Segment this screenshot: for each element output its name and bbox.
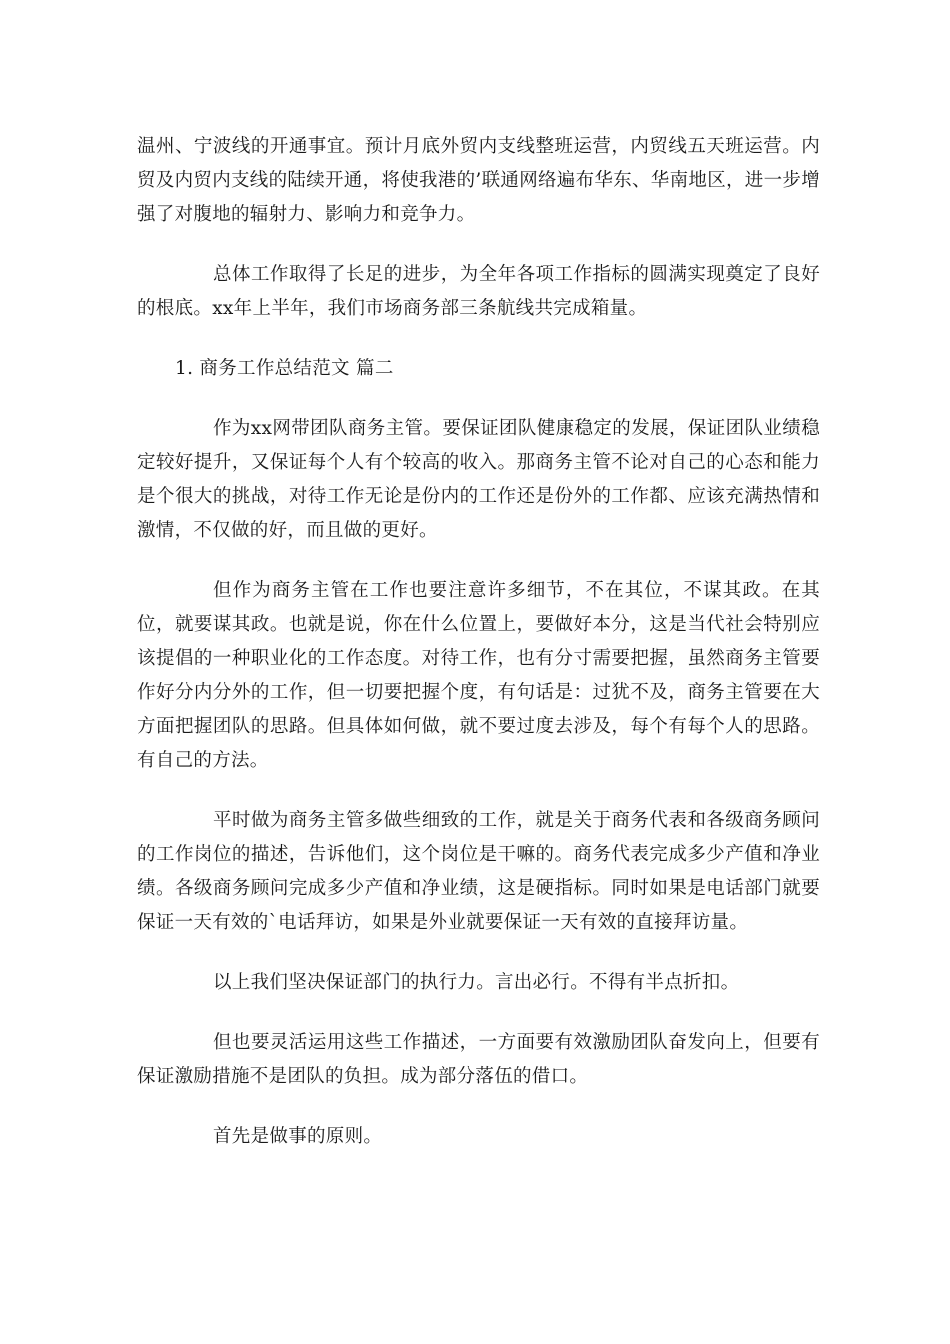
paragraph-continuation: 温州、宁波线的开通事宜。预计月底外贸内支线整班运营，内贸线五天班运营。内贸及内贸内支线的陆续开通，将使我港的’联通网络遍布华东、华南地区，进一步增强了对腹地的辐射力、影响力和竞争力。	[137, 136, 820, 225]
paragraph-execution: 以上我们坚决保证部门的执行力。言出必行。不得有半点折扣。	[213, 972, 740, 993]
section-heading: 1. 商务工作总结范文 篇二	[175, 358, 394, 379]
paragraph-summary: 总体工作取得了长足的进步，为全年各项工作指标的圆满实现奠定了良好的根底。xx年上半年，我们市场商务部三条航线共完成箱量。	[137, 264, 820, 319]
document-page	[137, 130, 820, 1180]
paragraph-role-intro: 作为xx网带团队商务主管。要保证团队健康稳定的发展，保证团队业绩稳定较好提升，又保证每个人有个较高的收入。那商务主管不论对自己的心态和能力是个很大的挑战，对待工作无论是份内的工作还是份外的工作都、应该充满热情和激情，不仅做的好，而且做的更好。	[137, 418, 820, 541]
paragraph-principle: 首先是做事的原则。	[213, 1126, 383, 1147]
paragraph-details: 但作为商务主管在工作也要注意许多细节，不在其位，不谋其政。在其位，就要谋其政。也就是说，你在什么位置上，要做好本分，这是当代社会特别应该提倡的一种职业化的工作态度。对待工作，也有分寸需要把握，虽然商务主管要作好分内分外的工作，但一切要把握个度，有句话是：过犹不及，商务主管要在大方面把握团队的思路。但具体如何做，就不要过度去涉及，每个有每个人的思路。有自己的方法。	[137, 580, 820, 771]
paragraph-flexibility: 但也要灵活运用这些工作描述，一方面要有效激励团队奋发向上，但要有保证激励措施不是团队的负担。成为部分落伍的借口。	[137, 1032, 820, 1087]
paragraph-daily-work: 平时做为商务主管多做些细致的工作，就是关于商务代表和各级商务顾问的工作岗位的描述，告诉他们，这个岗位是干嘛的。商务代表完成多少产值和净业绩。各级商务顾问完成多少产值和净业绩，这是硬指标。同时如果是电话部门就要保证一天有效的`电话拜访，如果是外业就要保证一天有效的直接拜访量。	[137, 810, 820, 933]
